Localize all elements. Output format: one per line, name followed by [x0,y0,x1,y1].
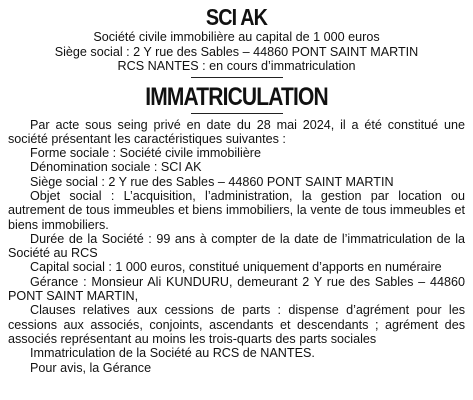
paragraph-denomination: Dénomination sociale : SCI AK [30,160,202,175]
paragraph-duree: Durée de la Société : 99 ans à compter de la date de l’immatriculation de la Société au RCS [8,231,465,261]
paragraph-pour-avis: Pour avis, la Gérance [30,360,152,375]
paragraph-intro: Par acte sous seing privé en date du 28 mai 2024, il a été constitué une société présentant les caractéristiques suivantes : [8,117,465,146]
paragraph-siege-social: Siège social : 2 Y rue des Sables – 44860 PONT SAINT MARTIN [30,174,394,189]
paragraph-capital: Capital social : 1 000 euros, constitué uniquement d’apports en numéraire [30,260,442,275]
notice-body [8,118,465,375]
divider-top [191,77,283,78]
divider-bottom [191,113,283,114]
company-rcs: RCS NANTES : en cours d’immatriculation [117,59,356,73]
company-head-office: Siège social : 2 Y rue des Sables – 44860 PONT SAINT MARTIN [54,44,419,59]
section-title: IMMATRICULATION [145,82,328,111]
company-form-capital: Société civile immobilière au capital de 1 000 euros [93,30,380,44]
paragraph-clauses-cessions: Clauses relatives aux cessions de parts : dispense d’agrément pour les cessions aux associés, conjoints, ascendants et descendants ; agrément des associés représentant au moins les trois-quarts des parts sociales [8,303,465,346]
paragraph-forme-sociale: Forme sociale : Société civile immobilière [30,146,261,161]
paragraph-objet-social: Objet social : L’acquisition, l’administration, la gestion par location ou autrement de tous immeubles et biens immobiliers, la vente de tous immeubles et biens immobiliers. [8,188,465,232]
paragraph-gerance: Gérance : Monsieur Ali KUNDURU, demeurant 2 Y rue des Sables – 44860 PONT SAINT MARTIN, [8,274,465,304]
company-name: SCI AK [205,4,268,30]
paragraph-immatriculation: Immatriculation de la Société au RCS de NANTES. [30,346,315,361]
